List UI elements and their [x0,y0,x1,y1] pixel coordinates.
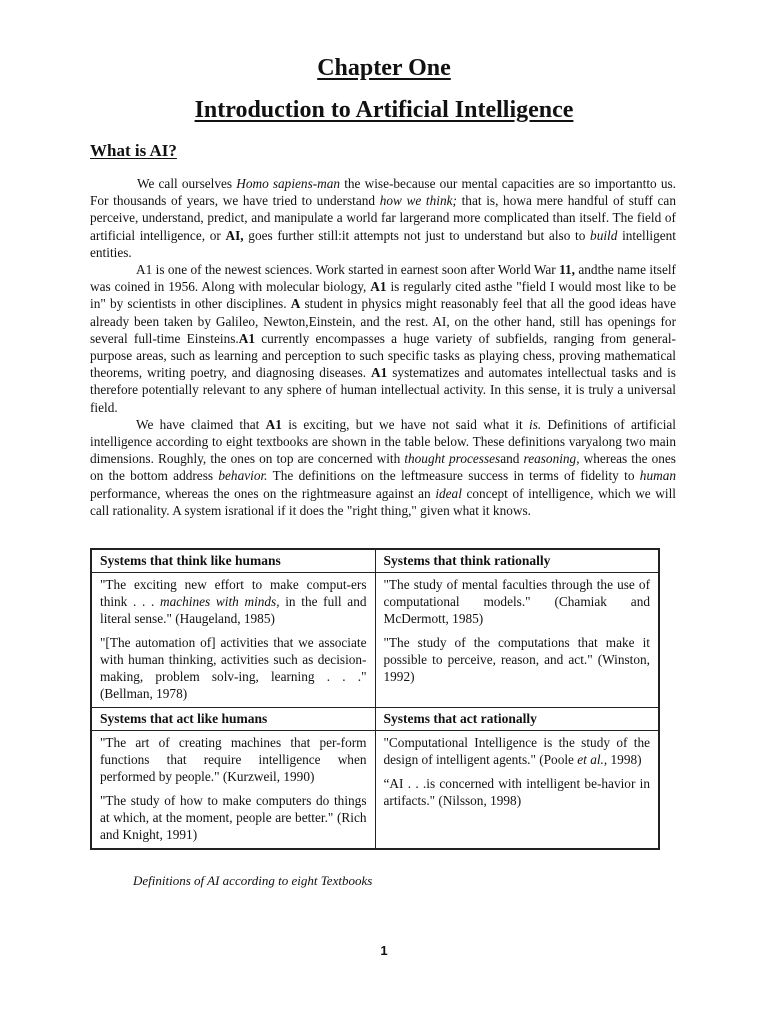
p2-strong: 11, [559,262,575,278]
table-header-row [91,549,659,573]
definition-quote: "The study of how to make computers do things at which, at the moment, people are better." (Rich and Knight, 1991) [100,793,367,842]
paragraph-1 [90,175,676,261]
p1-emphasis: Homo sapiens-man [236,176,341,191]
header-act-humans: Systems that act like humans [91,708,375,731]
quote-text: "The exciting new effort to make comput-ers think . . . [100,577,367,609]
p3-emphasis: ideal [435,485,462,501]
cell-think-humans [91,573,375,708]
p3-text: whereas the ones on the bottom address [90,451,676,484]
p1-strong: AI, [225,227,244,243]
p2-strong: A1 [370,279,387,295]
header-think-humans: Systems that think like humans [91,549,375,573]
p3-emphasis: is. [529,416,542,432]
p3-text: is exciting, but we have not said what it [281,416,529,432]
definition-quote: “AI . . .is concerned with intelligent be-havior in artifacts." (Nilsson, 1998) [383,776,650,808]
chapter-heading: Chapter One [317,55,451,81]
p2-text: student in physics might reasonably feel that all the good ideas have already been taken by Galileo, Newton,Einstein, and the rest. AI, on the other hand, still has openings for several full-time Einsteins. [90,296,676,346]
quote-emphasis: et al., [577,752,608,767]
page-number: 1 [380,943,388,958]
p3-strong: A1 [265,416,282,432]
quote-text: 1998) [607,752,642,767]
section-heading: What is AI? [90,141,177,160]
p2-strong: A1 [238,330,256,346]
cell-think-rationally [375,573,659,708]
p2-strong: A [290,296,301,312]
p3-emphasis: reasoning, [523,451,580,467]
p3-emphasis: human [639,468,676,484]
p2-text: A1 is one of the newest sciences. Work started in earnest soon after World War [136,262,560,278]
table-caption: Definitions of AI according to eight Textbooks [133,873,373,888]
p1-text: intelligent entities. [90,227,676,260]
p2-text: andthe name itself was coined in 1956. Along with molecular biology, [90,262,676,295]
quote-emphasis: machines with minds, [160,594,280,609]
p3-text: Definitions of artificial intelligence according to eight textbooks are shown in the table below. These definitions varyalong two main dimensions. Roughly, the ones on top are concerned with [90,416,676,467]
cell-act-rationally [375,731,659,850]
chapter-title: Introduction to Artificial Intelligence [194,97,574,123]
header-act-rationally: Systems that act rationally [375,708,659,731]
definition-quote: "The art of creating machines that per-form functions that require intelligence when performed by people." (Kurzweil, 1990) [100,735,367,784]
definition-quote [384,734,651,768]
p3-emphasis: thought processes [404,451,501,467]
p1-emphasis: how we think; [379,193,457,209]
ai-definitions-table [90,548,660,850]
p2-text: systematizes and automates intellectual tasks and is therefore potentially relevant to any sphere of human intellectual activity. In this sense, it is truly a universal field. [90,365,676,415]
p1-text: that is, howa mere handful of stuff can perceive, understand, predict, and manipulate a world far largerand more complicated than itself. The field of artificial intelligence, or [90,193,676,243]
definition-quote: "The study of mental faculties through the use of computational models." (Chamiak and McDermott, 1985) [383,577,650,626]
p3-text: and [500,451,524,467]
quote-text: "Computational Intelligence is the study of the design of intelligent agents." (Poole [383,735,650,767]
p1-text: We call ourselves [137,176,237,191]
table-row [91,731,659,850]
p3-text: performance, whereas the ones on the rightmeasure against an [90,485,436,501]
paragraph-3 [90,416,676,519]
definition-quote: "The study of the computations that make it possible to perceive, reason, and act." (Winston, 1992) [383,635,650,684]
p1-text: the wise-because our mental capacities are so importantto us. For thousands of years, we have tried to understand [90,176,676,209]
table-row [91,573,659,708]
p2-strong: A1 [371,365,388,381]
p3-text: concept of intelligence, which we will call rationality. A system isrational if it does the "right thing," given what it knows. [90,485,676,518]
table-header-row [91,708,659,731]
p2-text: currently encompasses a huge variety of subfields, ranging from general-purpose areas, such as learning and perception to such specific tasks as playing chess, proving mathematical theorems, writing poetry, and diagnosing diseases. [90,330,676,381]
p1-text: goes further still:it attempts not just to understand but also to [243,227,591,243]
header-think-rationally: Systems that think rationally [375,549,659,573]
p1-emphasis: build [590,227,618,243]
body-text [90,175,676,519]
p3-emphasis: behavior. [218,468,268,484]
cell-act-humans [91,731,375,850]
p3-text: We have claimed that [136,416,266,432]
p2-text: is regularly cited asthe "field I would most like to be in" by scientists in other disciplines. [90,279,676,312]
quote-text: in the full and literal sense." (Haugeland, 1985) [100,594,367,626]
definition-quote: "[The automation of] activities that we associate with human thinking, activities such as decision-making, problem solv-ing, learning . . ." (Bellman, 1978) [100,635,367,701]
p3-text: The definitions on the leftmeasure success in terms of fidelity to [267,468,640,484]
paragraph-2 [90,261,676,416]
definition-quote [100,576,367,627]
